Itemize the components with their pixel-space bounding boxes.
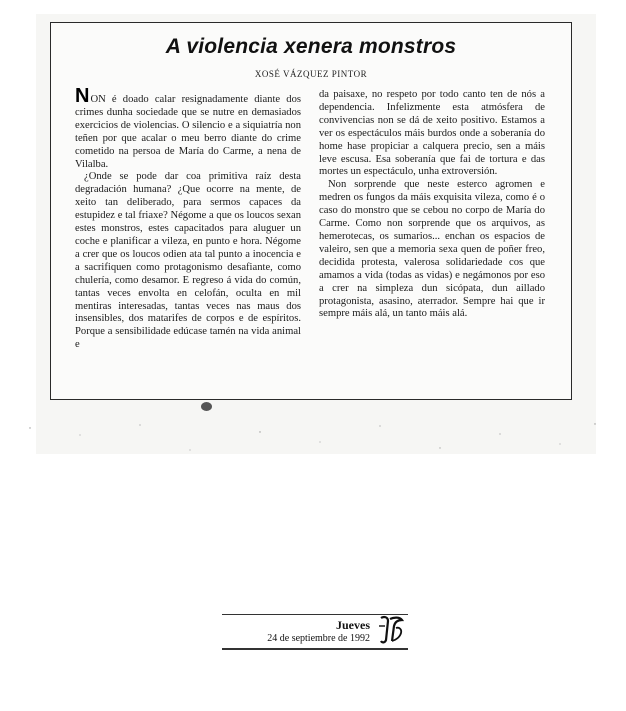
paragraph: da paisaxe, no respeto por todo canto ten de nós a dependencia. Infelizmente esta atmósfera de convivencias non se dá de xeito positivo. Estamos a ver os espectáculos máis burdos onde a soberanía do home hase propiciar a calquera precio, sen a máis leve escusa. Esa soberanía que fai de tortura e das mortes un espectáculo, unha extroversión. [319,89,545,178]
paragraph-text: ON é doado calar resignadamente diante dos crimes dunha sociedade que se nutre en demasiados exercicios de violencias. O silencio e a siquiatría non teñen por que acalar o meu berro diante do crime cometido na persoa de María do Carme, a nena de Vilalba. [75,94,301,170]
article-column-right [319,89,545,321]
article-clipping [50,22,572,400]
article-byline: XOSÉ VÁZQUEZ PINTOR [254,69,368,79]
footer-date: 24 de septiembre de 1992 [267,633,370,644]
paragraph: ¿Onde se pode dar coa primitiva raíz desta degradación humana? ¿Que ocorre na mente, de xeito tan deliberado, para sermos capaces da estupidez e tal friaxe? Négome a que os loucos sexan estes monstros, estes capacitados para aluguer un coche e planificar a vileza, en punto e hora. Négome a crer que os loucos odien ata tal punto a inocencia e a sacrifiquen como protagonismo desafiante, como chulería, como desamor. E regreso á vida do común, tantas veces envolta en celofán, oculta en mil mentiras interesadas, tantas veces nas maus dos insensibles, dos matarifes de corpos e de espíritos. Porque a sensibilidade edúcase tamén na vida animal e [75,171,301,351]
footer-rule [222,648,408,650]
newspaper-monogram-icon [376,614,406,646]
article-column-left [75,85,301,352]
scan-noise [20,420,610,460]
paragraph: Non sorprende que neste esterco agromen e medren os fungos da máis exquisita vileza, como é o caso do monstro que se cebou no corpo de María do Carme. Como non sorprende que os arquivos, as hemerotecas, os sumarios... enchan os espacios de valeiro, sen que a memoria sexa quen de poñer freo, decidida protesta, valerosa solidariedade cos que amamos a vida (todas as vidas) e negámonos por eso a crer na simpleza dun sicópata, dun aillado protagonista, asasino, aterrador. Sempre hai que ir sempre máis alá, un tanto máis alá. [319,179,545,320]
article-headline: A violencia xenera monstros [165,35,457,58]
dropcap: N [75,85,90,107]
scan-speck [201,402,212,411]
paragraph [75,85,301,171]
footer-day: Jueves [336,618,370,632]
